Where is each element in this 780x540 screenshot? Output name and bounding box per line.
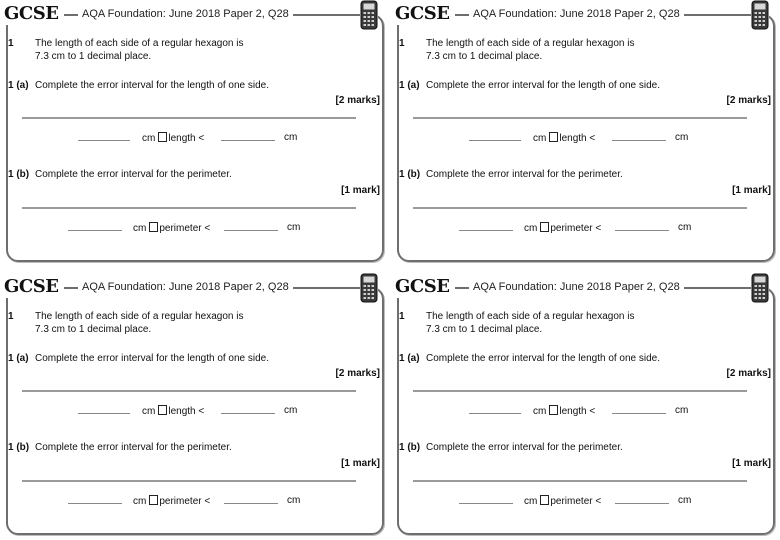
unit-label: cm [524, 223, 538, 234]
part-b-text: Complete the error interval for the perimeter. [35, 169, 232, 180]
inequality-box [158, 132, 167, 142]
question-number: 1 [399, 311, 405, 322]
question-number: 1 [399, 38, 405, 49]
part-b-text: Complete the error interval for the perimeter. [35, 442, 232, 453]
unit-label-right: cm [678, 222, 692, 233]
part-b-marks: [1 mark] [732, 458, 771, 469]
gcse-logo: GCSE [393, 3, 455, 25]
answer-blank-lower[interactable] [78, 140, 130, 141]
part-a-text: Complete the error interval for the length of one side. [426, 80, 661, 91]
unit-label-right: cm [287, 495, 301, 506]
unit-label: cm [533, 133, 547, 144]
answer-blank-lower[interactable] [469, 140, 521, 141]
part-a-text: Complete the error interval for the length of one side. [35, 353, 270, 364]
part-a-interval [142, 405, 204, 418]
gcse-logo: GCSE [2, 276, 64, 298]
part-a-label: 1 (a) [8, 353, 29, 364]
answer-blank-lower[interactable] [459, 503, 513, 504]
answer-blank-lower[interactable] [459, 230, 513, 231]
part-a-label: 1 (a) [8, 80, 29, 91]
part-a-interval [533, 405, 595, 418]
unit-label-right: cm [678, 495, 692, 506]
variable-label: length < [168, 133, 205, 144]
source-title: AQA Foundation: June 2018 Paper 2, Q28 [78, 6, 293, 22]
answer-rule [413, 207, 747, 209]
part-a-text: Complete the error interval for the length of one side. [35, 80, 270, 91]
part-b-label: 1 (b) [399, 442, 421, 453]
answer-rule [22, 207, 356, 209]
part-a-text: Complete the error interval for the length of one side. [426, 353, 661, 364]
inequality-box [540, 222, 549, 232]
part-a-marks: [2 marks] [726, 368, 771, 379]
part-b-text: Complete the error interval for the perimeter. [426, 442, 623, 453]
calculator-icon [751, 0, 769, 30]
variable-label: perimeter < [159, 223, 211, 234]
part-b-interval [524, 222, 601, 235]
part-b-marks: [1 mark] [341, 458, 380, 469]
part-b-marks: [1 mark] [732, 185, 771, 196]
question-number: 1 [8, 311, 14, 322]
variable-label: perimeter < [550, 496, 602, 507]
part-a-label: 1 (a) [399, 80, 420, 91]
answer-blank-upper[interactable] [615, 503, 669, 504]
answer-blank-upper[interactable] [612, 140, 666, 141]
source-title: AQA Foundation: June 2018 Paper 2, Q28 [469, 6, 684, 22]
answer-rule [22, 117, 356, 119]
variable-label: length < [559, 133, 596, 144]
unit-label: cm [133, 223, 147, 234]
answer-blank-upper[interactable] [224, 503, 278, 504]
question-card [393, 0, 775, 264]
variable-label: length < [559, 406, 596, 417]
inequality-box [149, 495, 158, 505]
answer-rule [413, 390, 747, 392]
part-a-marks: [2 marks] [726, 95, 771, 106]
part-b-interval [133, 222, 210, 235]
part-b-interval [524, 495, 601, 508]
unit-label: cm [133, 496, 147, 507]
question-number: 1 [8, 38, 14, 49]
part-b-text: Complete the error interval for the perimeter. [426, 169, 623, 180]
answer-blank-upper[interactable] [221, 140, 275, 141]
gcse-logo: GCSE [393, 276, 455, 298]
variable-label: perimeter < [550, 223, 602, 234]
question-card [2, 273, 384, 537]
gcse-logo: GCSE [2, 3, 64, 25]
unit-label-right: cm [284, 405, 298, 416]
answer-blank-lower[interactable] [78, 413, 130, 414]
calculator-icon [360, 0, 378, 30]
question-text-line1: The length of each side of a regular hexagon is [35, 311, 244, 322]
part-a-interval [533, 132, 595, 145]
calculator-icon [360, 273, 378, 303]
answer-blank-upper[interactable] [615, 230, 669, 231]
answer-blank-lower[interactable] [68, 503, 122, 504]
part-a-marks: [2 marks] [335, 368, 380, 379]
variable-label: perimeter < [159, 496, 211, 507]
inequality-box [549, 405, 558, 415]
unit-label-right: cm [675, 405, 689, 416]
inequality-box [158, 405, 167, 415]
part-a-interval [142, 132, 204, 145]
calculator-icon [751, 273, 769, 303]
answer-rule [413, 117, 747, 119]
unit-label: cm [524, 496, 538, 507]
answer-rule [413, 480, 747, 482]
part-b-marks: [1 mark] [341, 185, 380, 196]
part-a-label: 1 (a) [399, 353, 420, 364]
unit-label-right: cm [284, 132, 298, 143]
answer-blank-upper[interactable] [221, 413, 275, 414]
unit-label: cm [142, 133, 156, 144]
question-text-line2: 7.3 cm to 1 decimal place. [426, 324, 543, 335]
answer-blank-lower[interactable] [68, 230, 122, 231]
answer-blank-upper[interactable] [612, 413, 666, 414]
inequality-box [540, 495, 549, 505]
question-text-line2: 7.3 cm to 1 decimal place. [35, 51, 152, 62]
part-b-label: 1 (b) [8, 442, 30, 453]
unit-label: cm [533, 406, 547, 417]
part-b-label: 1 (b) [399, 169, 421, 180]
question-text-line1: The length of each side of a regular hexagon is [426, 38, 635, 49]
part-a-marks: [2 marks] [335, 95, 380, 106]
answer-rule [22, 390, 356, 392]
part-b-label: 1 (b) [8, 169, 30, 180]
answer-rule [22, 480, 356, 482]
question-text-line1: The length of each side of a regular hexagon is [35, 38, 244, 49]
inequality-box [149, 222, 158, 232]
part-b-interval [133, 495, 210, 508]
answer-blank-lower[interactable] [469, 413, 521, 414]
inequality-box [549, 132, 558, 142]
source-title: AQA Foundation: June 2018 Paper 2, Q28 [78, 279, 293, 295]
unit-label-right: cm [675, 132, 689, 143]
unit-label-right: cm [287, 222, 301, 233]
question-card [393, 273, 775, 537]
question-text-line2: 7.3 cm to 1 decimal place. [35, 324, 152, 335]
question-text-line2: 7.3 cm to 1 decimal place. [426, 51, 543, 62]
unit-label: cm [142, 406, 156, 417]
answer-blank-upper[interactable] [224, 230, 278, 231]
variable-label: length < [168, 406, 205, 417]
question-text-line1: The length of each side of a regular hexagon is [426, 311, 635, 322]
source-title: AQA Foundation: June 2018 Paper 2, Q28 [469, 279, 684, 295]
question-card [2, 0, 384, 264]
